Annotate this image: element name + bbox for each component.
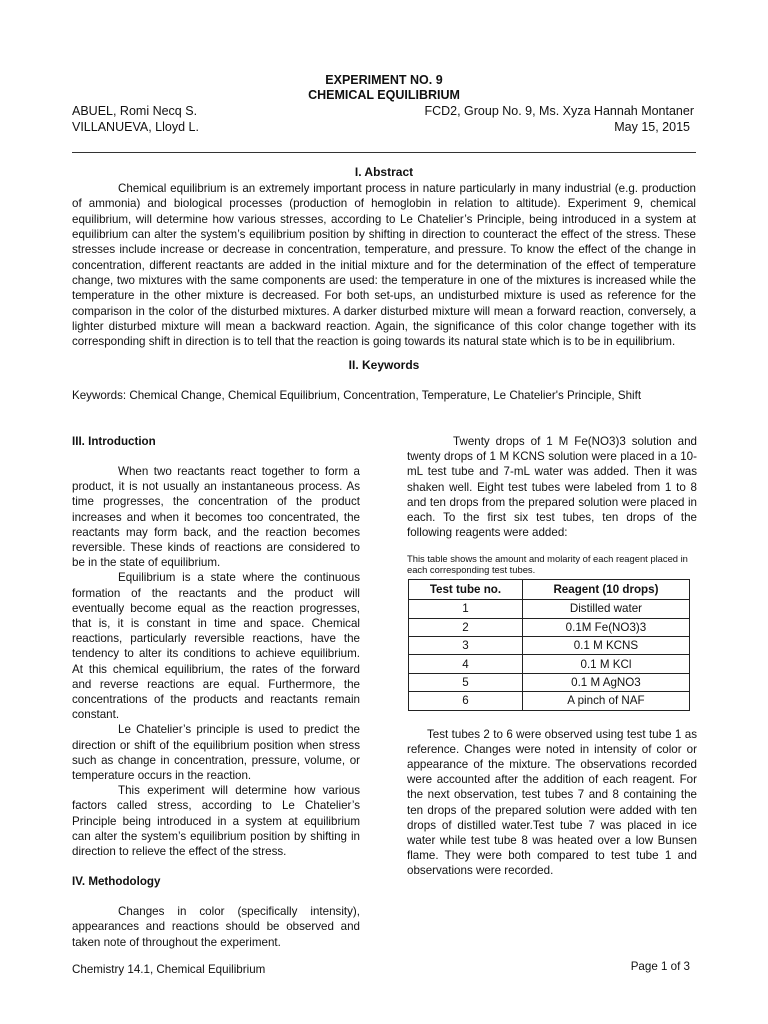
table-caption: This table shows the amount and molarity of each reagent placed in each corresponding test tubes. bbox=[407, 553, 688, 575]
methodology-heading: IV. Methodology bbox=[72, 875, 161, 889]
intro-paragraph-2: Equilibrium is a state where the continuous formation of the reactants and the product will eventually become equal as the reaction progresses, that is, it is constant in time and space. Chemical reactions, particularly reversible reactions, have the tendency to alter its conditions to achieve equilibrium. At this chemical equilibrium, the rates of the forward and reverse reactions are equal. Furthermore, the concentrations of the products and reactants remain constant. bbox=[72, 571, 360, 722]
intro-paragraph-1: When two reactants react together to form a product, it is not usually an instantaneous process. As time progresses, the concentration of the product increases and when it becomes too concentrated, the reactants may form back, and the reaction becomes reversible. These kinds of reactions are considered to be in the state of equilibrium. bbox=[72, 465, 360, 570]
table-row bbox=[409, 637, 690, 655]
test-tube-number: 3 bbox=[409, 637, 523, 655]
column-header-reagent: Reagent (10 drops) bbox=[522, 580, 689, 600]
test-tube-number: 6 bbox=[409, 692, 523, 710]
reagent-name: Distilled water bbox=[522, 600, 689, 618]
author-2: VILLANUEVA, Lloyd L. bbox=[72, 120, 199, 134]
test-tube-number: 2 bbox=[409, 618, 523, 636]
intro-paragraph-4: This experiment will determine how various factors called stress, according to Le Chatelier’s Principle being introduced in a system at equilibrium can alter the system’s equilibrium position by shifting in direction to relieve the effect of the stress. bbox=[72, 784, 360, 859]
header-divider bbox=[72, 152, 696, 153]
experiment-number: EXPERIMENT NO. 9 bbox=[325, 73, 443, 87]
table-row bbox=[409, 673, 690, 691]
table-row bbox=[409, 655, 690, 673]
test-tube-number: 1 bbox=[409, 600, 523, 618]
footer-course: Chemistry 14.1, Chemical Equilibrium bbox=[72, 963, 266, 976]
introduction-heading: III. Introduction bbox=[72, 435, 156, 448]
keywords-text: Keywords: Chemical Change, Chemical Equilibrium, Concentration, Temperature, Le Chatelier's Principle, Shift bbox=[72, 389, 642, 402]
methodology-paragraph-2: Twenty drops of 1 M Fe(NO3)3 solution and twenty drops of 1 M KCNS solution were placed in a 10-mL test tube and 7-mL water was added. Then it was shaken well. Eight test tubes were labeled from 1 to 8 and ten drops from the prepared solution were placed in each. To the first six test tubes, ten drops of the following reagents were added: bbox=[407, 435, 697, 540]
reagent-name: 0.1 M KCl bbox=[522, 655, 689, 673]
left-column bbox=[72, 434, 360, 950]
table-row bbox=[409, 692, 690, 710]
group-info: FCD2, Group No. 9, Ms. Xyza Hannah Montaner bbox=[424, 104, 694, 118]
methodology-paragraph-1: Changes in color (specifically intensity), appearances and reactions should be observed and taken note of throughout the experiment. bbox=[72, 905, 360, 949]
test-tube-number: 5 bbox=[409, 673, 523, 691]
reagent-name: 0.1 M AgNO3 bbox=[522, 673, 689, 691]
right-column bbox=[407, 434, 697, 879]
intro-paragraph-3: Le Chatelier’s principle is used to predict the direction or shift of the equilibrium position when stress such as change in concentration, pressure, volume, or temperature occurs in the reaction. bbox=[72, 723, 360, 783]
column-header-test-tube: Test tube no. bbox=[409, 580, 523, 600]
report-date: May 15, 2015 bbox=[614, 120, 690, 134]
methodology-paragraph-3: Test tubes 2 to 6 were observed using test tube 1 as reference. Changes were noted in intensity of color or appearance of the mixture. The observations recorded were accounted after the addition of each reagent. For the next observation, test tubes 7 and 8 containing the ten drops of the prepared solution were added with ten drops of distilled water.Test tube 7 was placed in ice water while test tube 8 was heated over a low Bunsen flame. They were both compared to test tube 1 and observations were recorded. bbox=[407, 727, 697, 878]
abstract-heading: I. Abstract bbox=[354, 165, 414, 179]
table-row bbox=[409, 618, 690, 636]
page-number: Page 1 of 3 bbox=[630, 960, 690, 973]
abstract-text: Chemical equilibrium is an extremely important process in nature particularly in many industrial (e.g. production of ammonia) and biological processes (production of hemoglobin in relation to altitude). Experiment 9, chemical equilibrium, will determine how various stresses, according to Le Chatelier’s Principle, being introduced in a system at equilibrium can alter the system’s equilibrium position by shifting in direction to counteract the effect of the stress. These stresses include increase or decrease in concentration, temperature, and pressure. To know the effect of the change in concentration, different reactants are added in the initial mixture and for the determination of the effect of temperature change, two mixtures with the same components are used: the temperature in one of the mixtures is increased while the temperature in the other mixture is decreased. For both set-ups, an undisturbed mixture is used as reference for the comparison in the color of the disturbed mixtures. A darker disturbed mixture will mean a forward reaction, conversely, a lighter disturbed mixture will mean a backward reaction. Again, the significance of this color change together with its corresponding shift in direction is to tell that the reaction is going towards its natural state which is to be in equilibrium. bbox=[72, 182, 696, 349]
author-1: ABUEL, Romi Necq S. bbox=[72, 104, 198, 118]
keywords-heading: II. Keywords bbox=[348, 358, 420, 372]
reagent-name: 0.1M Fe(NO3)3 bbox=[522, 618, 689, 636]
table-row bbox=[409, 600, 690, 618]
table-header-row bbox=[409, 580, 690, 600]
reagent-table bbox=[408, 579, 690, 710]
test-tube-number: 4 bbox=[409, 655, 523, 673]
reagent-name: A pinch of NAF bbox=[522, 692, 689, 710]
experiment-title: CHEMICAL EQUILIBRIUM bbox=[308, 88, 460, 102]
reagent-name: 0.1 M KCNS bbox=[522, 637, 689, 655]
